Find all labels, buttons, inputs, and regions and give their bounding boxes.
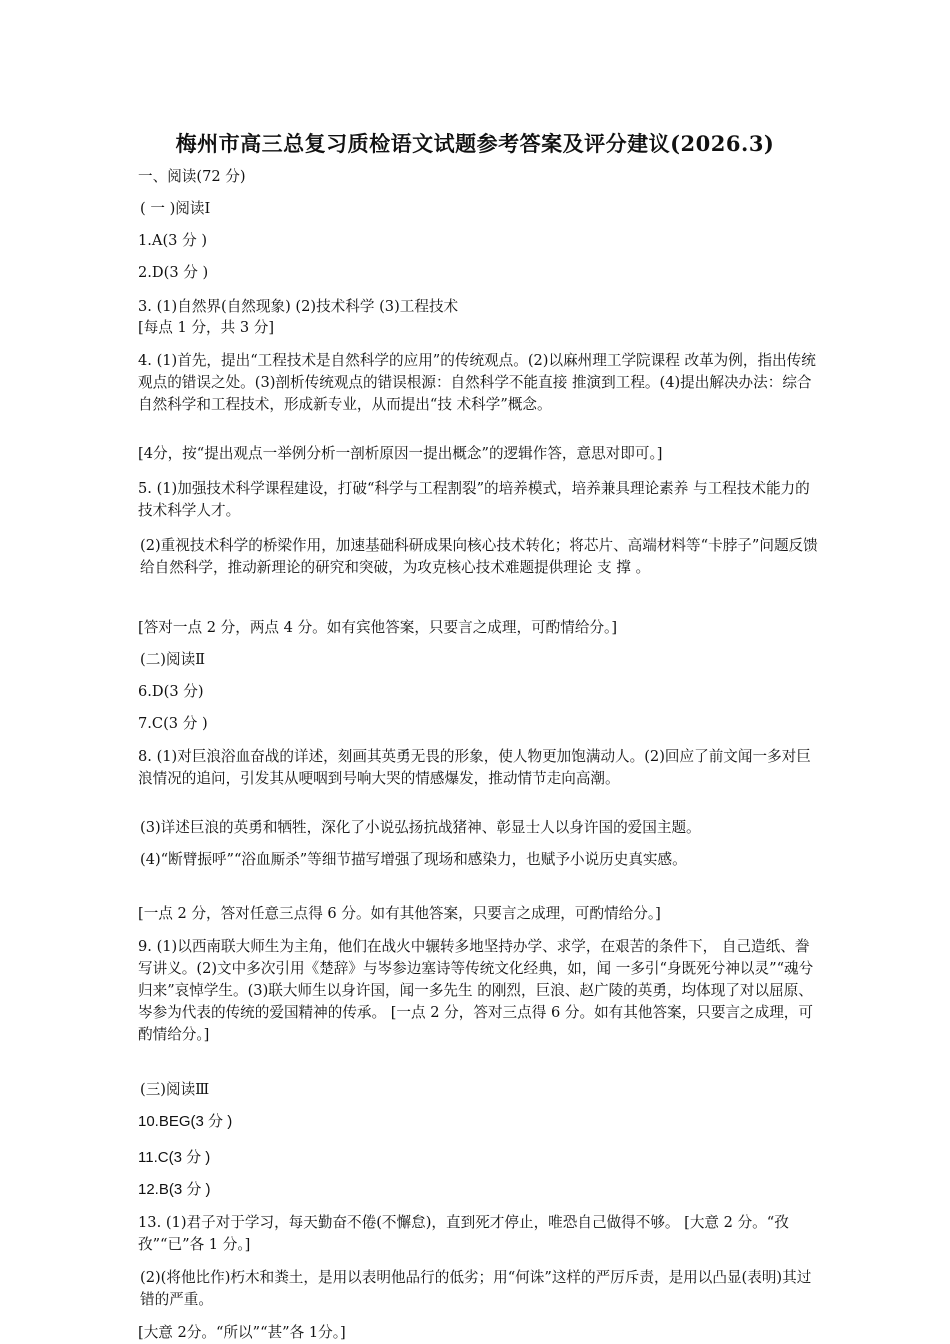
answer-1: 1.A(3 分 ) bbox=[138, 232, 208, 249]
answer-13-point-2: (2)(将他比作)朽木和粪土，是用以表明他品行的低劣；用“何诛”这样的严厉斥责，是用以凸显(表明)其过错的严重。 bbox=[140, 1269, 812, 1308]
answer-3: 3. (1)自然界(自然现象) (2)技术科学 (3)工程技术 bbox=[138, 298, 459, 315]
answer-7: 7.C(3 分 ) bbox=[138, 715, 208, 732]
part-heading-reading-1: ( 一 )阅读Ⅰ bbox=[140, 200, 211, 217]
answer-5-point-1: 5. (1)加强技术科学课程建设，打破“科学与工程割裂”的培养模式，培养兼具理论素养 与工程技术能力的技术科学人才。 bbox=[138, 480, 810, 519]
answer-9: 9. (1)以西南联大师生为主角，他们在战火中辗转多地坚持办学、求学，在艰苦的条件下， 自己造纸、誊写讲义。(2)文中多次引用《楚辞》与岑参边塞诗等传统文化经典，如，闻 一多引“身既死兮神以灵”“魂兮归来”哀悼学生。(3)联大师生以身许国，闻一多先生 的刚烈，巨浪、赵广陵的英勇，均体现了对以屈原、岑参为代表的传统的爱国精神的传承。 [一点 2 分，答对三点得 6 分。如有其他答案，只要言之成理，可酌情给分。] bbox=[138, 938, 814, 1043]
section-heading-reading: 一、阅读(72 分) bbox=[138, 168, 246, 185]
answer-3-scoring: [每点 1 分，共 3 分] bbox=[138, 319, 275, 336]
answer-5-point-2: (2)重视技术科学的桥梁作用，加速基础科研成果向核心技术转化；将芯片、高端材料等“卡脖子”问题反馈给自然科学，推动新理论的研究和突破，为攻克核心技术难题提供理论 支 撑 。 bbox=[140, 537, 818, 576]
answer-4-scoring: [4分，按“提出观点一举例分析一剖析原因一提出概念”的逻辑作答，意思对即可。] bbox=[138, 445, 663, 462]
part-heading-reading-3: (三)阅读Ⅲ bbox=[140, 1081, 210, 1098]
answer-8-point-1-2: 8. (1)对巨浪浴血奋战的详述，刻画其英勇无畏的形象，使人物更加饱满动人。(2)回应了前文闻一多对巨浪情况的追问，引发其从哽咽到号响大哭的情感爆发，推动情节走向高潮。 bbox=[138, 748, 811, 787]
answer-12: 12.B(3 分 ) bbox=[138, 1181, 211, 1198]
answer-13-scoring: [大意 2分。“所以”“甚”各 1分。] bbox=[138, 1324, 346, 1341]
answer-5-scoring: [答对一点 2 分，两点 4 分。如有宾他答案，只要言之成理，可酌情给分。] bbox=[138, 619, 618, 636]
answer-11: 11.C(3 分 ) bbox=[138, 1149, 211, 1166]
answer-4: 4. (1)首先，提出“工程技术是自然科学的应用”的传统观点。(2)以麻州理工学院课程 改革为例，指出传统观点的错误之处。(3)剖析传统观点的错误根源：自然科学不能直接 推演到工程。(4)提出解决办法：综合自然科学和工程技术，形成新专业，从而提出“技 术科学”概念。 bbox=[138, 352, 816, 413]
answer-10: 10.BEG(3 分 ) bbox=[138, 1113, 233, 1130]
answer-8-scoring: [一点 2 分，答对任意三点得 6 分。如有其他答案，只要言之成理，可酌情给分。] bbox=[138, 905, 661, 922]
page-title: 梅州市高三总复习质检语文试题参考答案及评分建议(2026.3) bbox=[175, 131, 775, 156]
part-heading-reading-2: (二)阅读Ⅱ bbox=[140, 651, 206, 668]
answer-2: 2.D(3 分 ) bbox=[138, 264, 209, 281]
answer-6: 6.D(3 分) bbox=[138, 683, 204, 700]
answer-13-point-1: 13. (1)君子对于学习，每天勤奋不倦(不懈怠)，直到死才停止，唯恐自己做得不够。 [大意 2 分。“孜孜”“已”各 1 分。] bbox=[138, 1214, 789, 1253]
answer-8-point-3: (3)详述巨浪的英勇和牺牲，深化了小说弘扬抗战猪神、彰显士人以身许国的爱国主题。 bbox=[140, 819, 701, 836]
answer-8-point-4: (4)“断臂振呼”“浴血厮杀”等细节描写增强了现场和感染力，也赋予小说历史真实感。 bbox=[140, 851, 687, 868]
